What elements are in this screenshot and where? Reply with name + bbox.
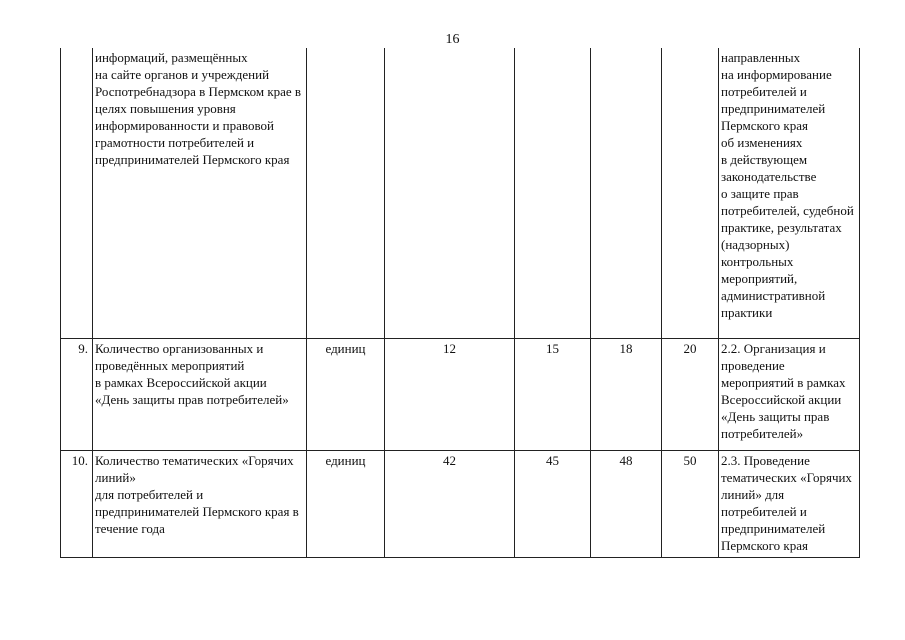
indicator-cell: информаций, размещённых на сайте органов и учреждений Роспотребнадзора в Пермском крае в целях повышения уровня информированности и правовой грамотности потребителей и предпринимателей Пермского края <box>93 48 307 339</box>
measure-cell: направленных на информирование потребителей и предпринимателей Пермского края об изменениях в действующем законодательстве о защите прав потребителей, судебной практике, результатах (надзорных) контрольных мероприятий, административной практики <box>719 48 860 339</box>
unit-cell: единиц <box>307 339 385 451</box>
value-cell <box>515 48 591 339</box>
value-cell: 42 <box>385 451 515 558</box>
table-row <box>61 339 860 451</box>
row-number: 10. <box>61 451 93 558</box>
value-cell: 20 <box>662 339 719 451</box>
value-cell: 12 <box>385 339 515 451</box>
measure-cell: 2.2. Организация и проведение мероприятий в рамках Всероссийской акции «День защиты прав потребителей» <box>719 339 860 451</box>
table-row-continuation <box>61 48 860 339</box>
value-cell: 50 <box>662 451 719 558</box>
unit-cell <box>307 48 385 339</box>
number-cell <box>61 48 93 339</box>
unit-cell: единиц <box>307 451 385 558</box>
value-cell <box>662 48 719 339</box>
value-cell: 48 <box>591 451 662 558</box>
page-number: 16 <box>445 32 460 47</box>
indicator-cell: Количество организованных и проведённых мероприятий в рамках Всероссийской акции «День защиты прав потребителей» <box>93 339 307 451</box>
value-cell: 15 <box>515 339 591 451</box>
value-cell <box>591 48 662 339</box>
value-cell <box>385 48 515 339</box>
value-cell: 45 <box>515 451 591 558</box>
value-cell: 18 <box>591 339 662 451</box>
table-row <box>61 451 860 558</box>
indicators-table <box>60 48 860 558</box>
row-number: 9. <box>61 339 93 451</box>
measure-cell: 2.3. Проведение тематических «Горячих линий» для потребителей и предпринимателей Пермского края <box>719 451 860 558</box>
indicator-cell: Количество тематических «Горячих линий» для потребителей и предпринимателей Пермского края в течение года <box>93 451 307 558</box>
